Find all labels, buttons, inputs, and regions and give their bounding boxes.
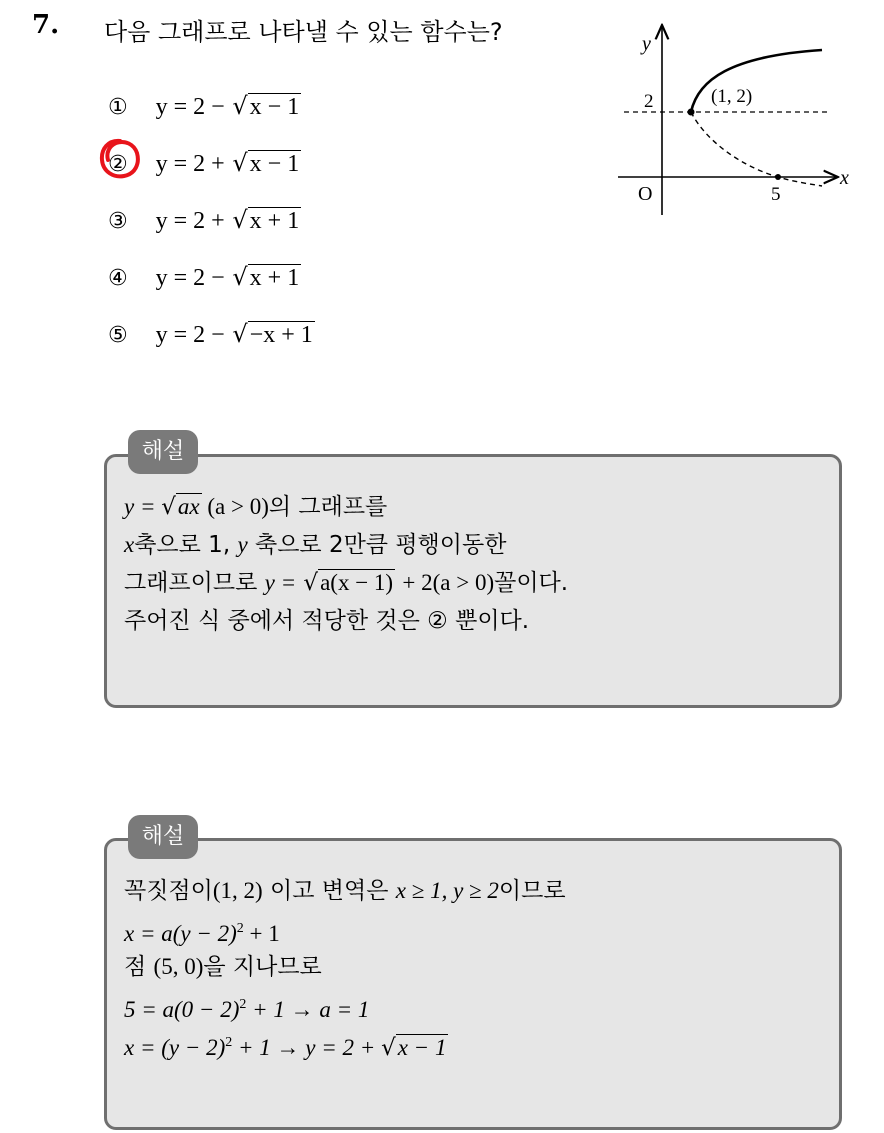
exponent: 2 [225, 1035, 233, 1050]
text: 점 [124, 954, 147, 980]
var-y: y [237, 532, 248, 557]
choice-5-number: ⑤ [108, 323, 128, 348]
choice-2-number: ② [108, 152, 128, 177]
exponent: 2 [239, 997, 247, 1012]
question-number: 7. [32, 10, 60, 40]
text: 이므로 [498, 878, 566, 904]
y-axis-label: y [642, 33, 651, 55]
sqrt-symbol: √ [381, 1035, 396, 1061]
text: 을 지나므로 [203, 954, 322, 980]
choice-4[interactable] [108, 257, 301, 297]
expr: x = a(y − 2) [124, 921, 237, 946]
vertex-point [688, 109, 695, 116]
expr: 5 = a(0 − 2) [124, 997, 240, 1022]
expr: y = [124, 494, 156, 519]
choice-3-radicand: x + 1 [249, 208, 300, 234]
expr: + 1 [249, 921, 280, 946]
domain-range: x ≥ 1, y ≥ 2 [395, 878, 499, 903]
text: 축으로 2만큼 평행이동한 [254, 532, 507, 558]
explanation-tab-2: 해설 [128, 815, 198, 859]
vertex-label: (1, 2) [711, 86, 753, 107]
choice-5-lhs: y = 2 − [155, 322, 225, 348]
expr: + 1 → y = 2 + [238, 1035, 376, 1060]
explanation-2-line-1 [124, 872, 566, 910]
x-intercept-point [775, 174, 781, 180]
choice-3-number: ③ [108, 209, 128, 234]
choice-4-number: ④ [108, 266, 128, 291]
choice-5[interactable] [108, 314, 315, 354]
choice-3-lhs: y = 2 + [155, 208, 225, 234]
choice-1[interactable] [108, 86, 301, 126]
explanation-1-line-2 [124, 526, 568, 564]
expr: y = [264, 570, 297, 595]
curve-dashed-lower [691, 112, 822, 186]
explanation-2-line-2 [124, 910, 566, 948]
sqrt-symbol: √ [232, 320, 248, 348]
sqrt-symbol: √ [232, 206, 248, 234]
radicand: a(x − 1) [320, 570, 394, 595]
exponent: 2 [236, 921, 244, 936]
text: 의 그래프를 [268, 494, 388, 520]
choice-1-number: ① [108, 95, 128, 120]
sqrt-symbol: √ [303, 570, 319, 596]
text: 이고 변역은 [270, 878, 389, 904]
explanation-2-line-5 [124, 1024, 566, 1062]
origin-label: O [638, 183, 653, 205]
x-tick-label: 5 [771, 184, 781, 205]
text: 꼴이다. [494, 570, 569, 596]
explanation-1-line-3 [124, 564, 568, 602]
var-x: x [124, 532, 135, 557]
point: (1, 2) [212, 878, 263, 903]
explanation-1-line-1 [124, 488, 568, 526]
text: 꼭짓점이 [124, 878, 213, 904]
choice-5-radicand: −x + 1 [249, 322, 313, 348]
radicand: x − 1 [397, 1035, 447, 1060]
choice-2-radicand: x − 1 [249, 151, 300, 177]
explanation-2-line-3 [124, 948, 566, 986]
choice-4-lhs: y = 2 − [155, 265, 225, 291]
explanation-1-text [124, 488, 568, 640]
sqrt-symbol: √ [232, 263, 248, 291]
explanation-2-line-4 [124, 986, 566, 1024]
selected-answer-circle-mark [96, 135, 144, 183]
sqrt-symbol: √ [232, 149, 248, 177]
choice-1-radicand: x − 1 [249, 94, 300, 120]
choice-1-lhs: y = 2 − [155, 94, 225, 120]
choice-2-lhs: y = 2 + [155, 151, 225, 177]
choice-4-radicand: x + 1 [249, 265, 300, 291]
sqrt-symbol: √ [161, 494, 176, 520]
y-tick-label: 2 [644, 91, 654, 112]
explanation-1-line-4: 주어진 식 중에서 적당한 것은 ② 뿐이다. [124, 608, 530, 634]
text: 그래프이므로 [124, 570, 258, 596]
x-axis-label: x [840, 167, 849, 189]
question-text: 다음 그래프로 나타낼 수 있는 함수는? [104, 18, 503, 46]
function-graph [610, 20, 860, 220]
expr: x = (y − 2) [124, 1035, 226, 1060]
radicand: ax [177, 494, 200, 519]
expr: + 2(a > 0) [402, 570, 495, 595]
sqrt-symbol: √ [232, 92, 248, 120]
expr: + 1 → a = 1 [252, 997, 370, 1022]
text: 축으로 1, [134, 532, 231, 558]
condition: (a > 0) [207, 494, 269, 519]
point: (5, 0) [153, 954, 204, 979]
choice-3[interactable] [108, 200, 301, 240]
explanation-tab-1: 해설 [128, 430, 198, 474]
explanation-2-text [124, 872, 566, 1062]
